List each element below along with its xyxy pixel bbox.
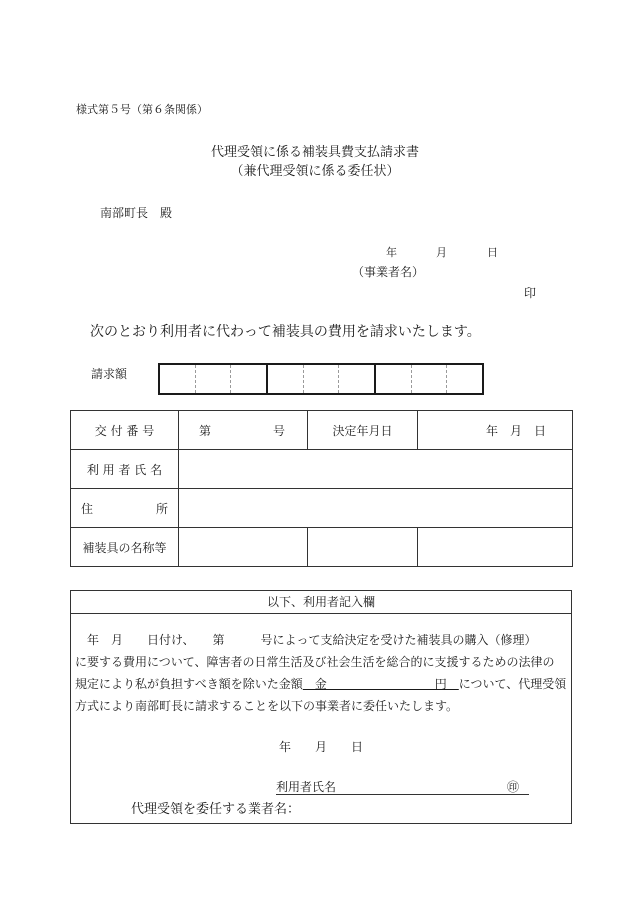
amount-digit[interactable] xyxy=(268,365,304,393)
paragraph-line: 規定により私が負担すべき額を除いた金額 金 円 について、代理受領 xyxy=(75,677,567,691)
amount-field[interactable]: 金 円 xyxy=(302,677,459,691)
title: 代理受領に係る補装具費支払請求書 xyxy=(210,145,419,160)
business-name-label: （事業者名） xyxy=(352,265,425,279)
claim-amount-boxes[interactable] xyxy=(158,363,484,395)
issue-number-go: 号 xyxy=(272,423,285,438)
claim-label: 請求額 xyxy=(91,367,128,381)
amount-digit[interactable] xyxy=(160,365,196,393)
user-name-label: 利 用 者 氏 名 xyxy=(71,450,179,489)
addressee: 南部町長 殿 xyxy=(100,206,173,220)
user-signature-line[interactable] xyxy=(276,778,529,795)
date-month: 月 xyxy=(436,246,447,259)
address-label: 住 所 xyxy=(71,489,179,528)
issue-number-label: 交 付 番 号 xyxy=(71,411,179,450)
amount-group xyxy=(160,365,268,393)
date-day: 日 xyxy=(487,246,498,259)
issue-number-cell[interactable] xyxy=(179,411,308,450)
amount-digit[interactable] xyxy=(447,365,482,393)
amount-digit[interactable] xyxy=(304,365,340,393)
paragraph-line: 方式により南部町長に請求することを以下の事業者に委任いたします。 xyxy=(75,699,459,713)
table-row xyxy=(71,450,573,489)
amount-digit[interactable] xyxy=(376,365,412,393)
device-name-label: 補装具の名称等 xyxy=(71,528,179,567)
device-name-cell[interactable] xyxy=(418,528,573,567)
agent-label: 代理受領を委任する業者名： xyxy=(131,802,301,817)
table-row xyxy=(71,411,573,450)
user-section-heading: 以下、利用者記入欄 xyxy=(71,591,571,614)
form-number: 様式第５号（第６条関係） xyxy=(76,103,208,116)
paragraph-line: 年 月 日付け、 第 号によって支給決定を受けた補装具の購入（修理） xyxy=(75,633,537,647)
delegation-paragraph xyxy=(75,629,569,717)
device-name-cell[interactable] xyxy=(179,528,308,567)
address-cell[interactable] xyxy=(179,489,573,528)
user-seal-mark: ㊞ xyxy=(506,780,519,794)
device-name-cell[interactable] xyxy=(308,528,418,567)
info-table xyxy=(70,410,573,567)
amount-digit[interactable] xyxy=(196,365,232,393)
amount-digit[interactable] xyxy=(412,365,448,393)
date-year: 年 xyxy=(386,246,397,259)
user-name-cell[interactable] xyxy=(179,450,573,489)
amount-digit[interactable] xyxy=(231,365,266,393)
decision-date-value[interactable]: 年 月 日 xyxy=(418,411,573,450)
user-name-label: 利用者氏名 xyxy=(276,780,337,794)
paragraph-line: に要する費用について、障害者の日常生活及び社会生活を総合的に支援するための法律の xyxy=(75,655,555,669)
table-row xyxy=(71,528,573,567)
amount-digit[interactable] xyxy=(339,365,374,393)
amount-group xyxy=(268,365,376,393)
user-date: 年 月 日 xyxy=(278,740,363,754)
issue-number-dai: 第 xyxy=(199,423,212,438)
seal-mark: 印 xyxy=(524,286,537,300)
amount-group xyxy=(376,365,482,393)
decision-date-label: 決定年月日 xyxy=(308,411,418,450)
subtitle: （兼代理受領に係る委任状） xyxy=(230,164,400,179)
table-row xyxy=(71,489,573,528)
user-entry-section xyxy=(70,590,572,824)
statement: 次のとおり利用者に代わって補装具の費用を請求いたします。 xyxy=(90,324,481,340)
